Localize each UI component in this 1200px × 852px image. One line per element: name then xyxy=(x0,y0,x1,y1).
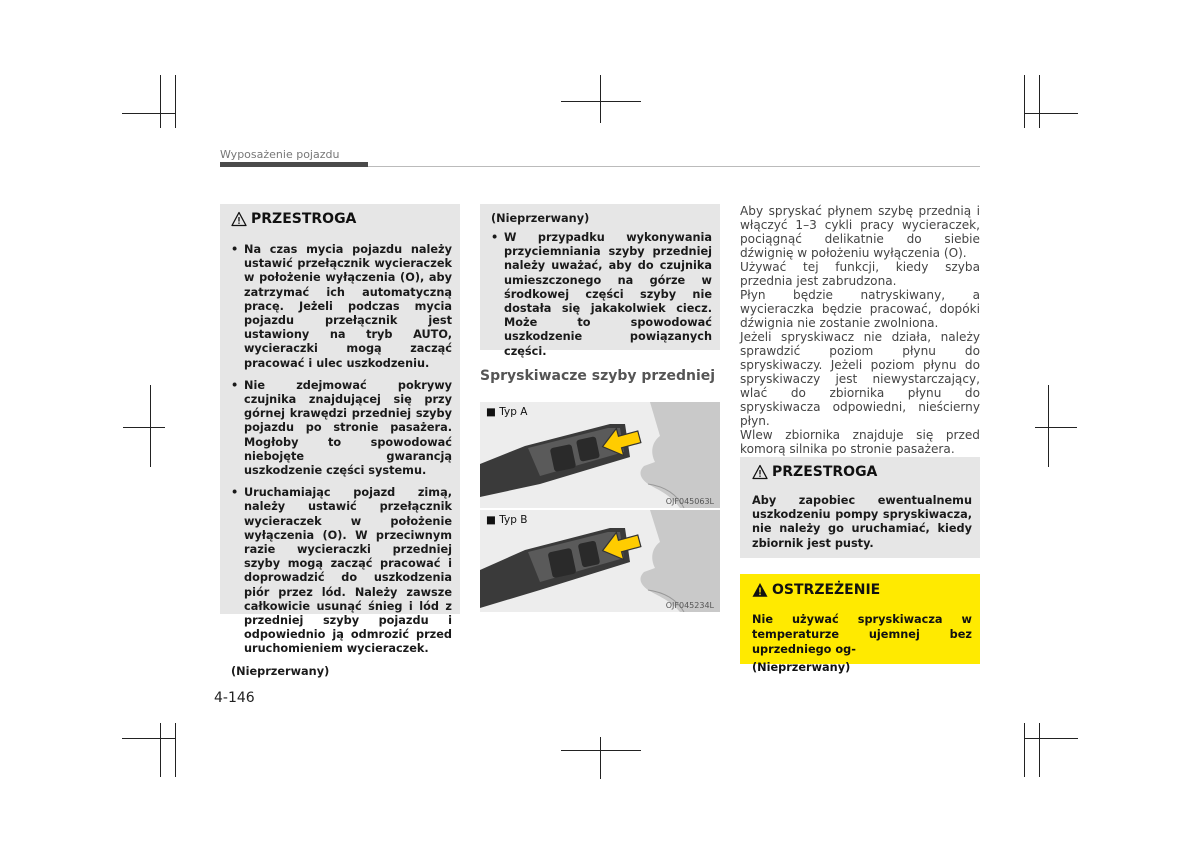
paragraph: Aby spryskać płynem szybę przednią i włączyć 1–3 cykli pracy wycieraczek, pociągnąć delikatnie do siebie dźwignię w położeniu wyłączenia (O). xyxy=(740,204,980,260)
continued-label: (Nieprzerwany) xyxy=(491,212,590,225)
caution-box xyxy=(740,457,980,558)
figure-code: OJF045063L xyxy=(665,497,714,506)
warning-filled-triangle-icon xyxy=(752,582,768,598)
paragraph: Jeżeli spryskiwacz nie działa, należy sprawdzić poziom płynu do spryskiwaczy. Jeżeli poziom płynu do spryskiwaczy jest niewystarczający, wlać do zbiornika płynu do spryskiwacza odpowiedni, nieścierny płyn. xyxy=(740,330,980,428)
caution-title: PRZESTROGA xyxy=(752,464,972,480)
section-title: Spryskiwacze szyby przedniej xyxy=(480,368,716,384)
page-number: 4-146 xyxy=(214,690,255,706)
figure-code: OJF045234L xyxy=(665,601,714,610)
caution-box xyxy=(220,204,460,678)
warning-title: OSTRZEŻENIE xyxy=(752,582,972,598)
caution-list xyxy=(231,243,452,657)
caution-text: Aby zapobiec ewentualnemu uszkodzeniu pompy spryskiwacza, nie należy go uruchamiać, kiedy zbiornik jest pusty. xyxy=(752,494,972,550)
warning-text: Nie używać spryskiwacza w temperaturze ujemnej bez uprzedniego og- xyxy=(752,613,972,656)
continued-label: (Nieprzerwany) xyxy=(752,661,851,674)
caution-list xyxy=(491,231,712,359)
figure-label: ■ Typ A xyxy=(486,406,528,418)
warning-triangle-icon xyxy=(752,464,768,480)
header-rule xyxy=(368,166,980,167)
paragraph: Wlew zbiornika znajduje się przed komorą silnika po stronie pasażera. xyxy=(740,428,980,456)
paragraph: Płyn będzie natryskiwany, a wycieraczka będzie pracować, dopóki dźwignia nie zostanie zwolniona. xyxy=(740,288,980,330)
figure-type-b xyxy=(480,510,720,612)
list-item: • W przypadku wykonywania przyciemniania szyby przedniej należy uważać, aby do czujnika umieszczonego na górze w środkowej części szyby nie dostała się jakakolwiek ciecz. Może to spowodować uszkodzenie powiązanych części. xyxy=(491,231,712,359)
continued-label: (Nieprzerwany) xyxy=(231,664,330,678)
caution-box-continued xyxy=(480,204,720,358)
list-item: • Nie zdejmować pokrywy czujnika znajdującej się przy górnej krawędzi przedniej szyby pojazdu po stronie pasażera. Mogłoby to spowodować niebojęte gwarancją uszkodzenie części systemu. xyxy=(231,379,452,478)
body-text xyxy=(740,204,980,456)
section-header: Wyposażenie pojazdu xyxy=(220,148,340,161)
header-bar xyxy=(220,162,368,167)
paragraph: Używać tej funkcji, kiedy szyba przednia jest zabrudzona. xyxy=(740,260,980,288)
list-item: • Uruchamiając pojazd zimą, należy ustawić przełącznik wycieraczek w położenie wyłączenia (O). W przeciwnym razie wycieraczki przedniej szyby mogą zacząć pracować i doprowadzić do uszkodzenia piór przez lód. Należy zawsze całkowicie usunąć śnieg i lód z przedniej szyby pojazdu i odpowiednio ją odmrozić przed uruchomieniem wycieraczek. xyxy=(231,486,452,656)
figure-type-a xyxy=(480,402,720,508)
list-item: • Na czas mycia pojazdu należy ustawić przełącznik wycieraczek w położenie wyłączenia (O), aby zatrzymać ich automatyczną pracę. Jeżeli podczas mycia pojazdu przełącznik jest ustawiony na tryb AUTO, wycieraczki mogą zacząć pracować i ulec uszkodzeniu. xyxy=(231,243,452,371)
warning-triangle-icon xyxy=(231,211,247,227)
caution-title: PRZESTROGA xyxy=(231,211,452,227)
warning-box xyxy=(740,574,980,674)
figure-label: ■ Typ B xyxy=(486,514,528,526)
